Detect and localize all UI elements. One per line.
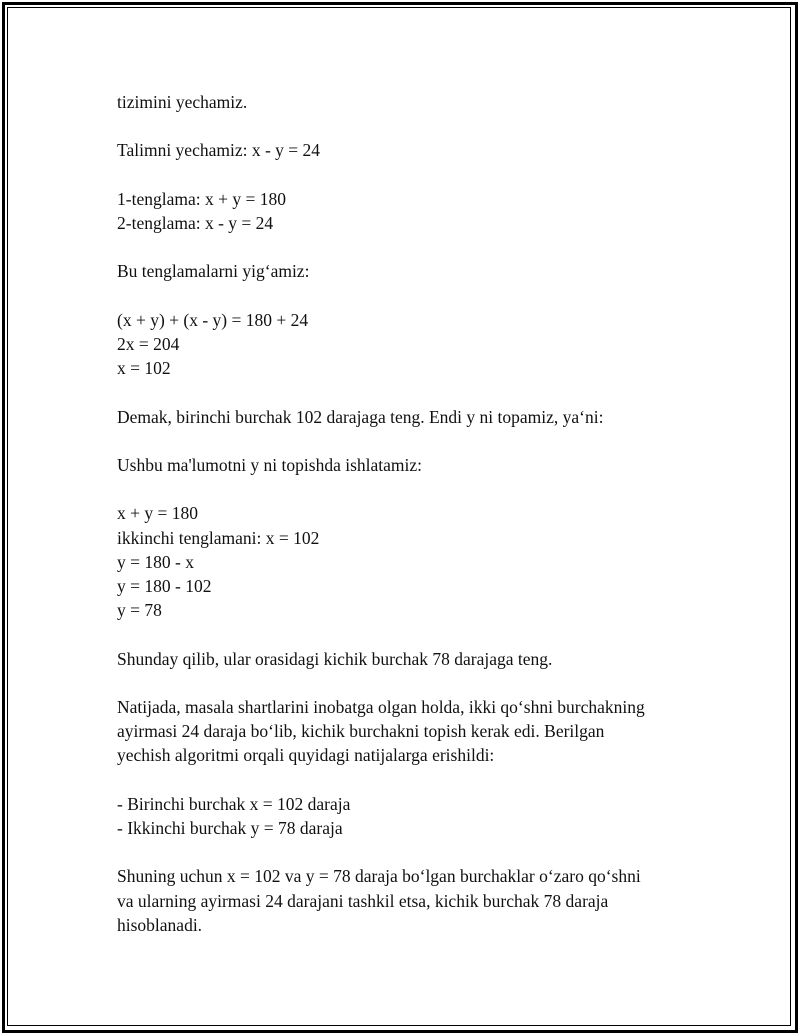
paragraph [117, 138, 707, 162]
equation-line: 2-tenglama: x - y = 24 [117, 212, 274, 233]
text-line: Shunday qilib, ular orasidagi kichik burchak 78 darajaga teng. [117, 648, 553, 669]
list-item: - Ikkinchi burchak y = 78 daraja [117, 817, 343, 838]
paragraph [117, 405, 707, 429]
text-line: Shuning uchun x = 102 va y = 78 daraja bo‘lgan burchaklar o‘zaro qo‘shni [117, 866, 641, 887]
equation-line: (x + y) + (x - y) = 180 + 24 [117, 309, 309, 330]
result-list [117, 792, 707, 840]
paragraph [117, 647, 707, 671]
equation-line: x = 102 [117, 358, 171, 379]
equation-line: y = 180 - 102 [117, 575, 212, 596]
equation-line: y = 180 - x [117, 551, 194, 572]
paragraph [117, 864, 707, 937]
equation-list [117, 308, 707, 381]
paragraph [117, 90, 707, 114]
equation-list [117, 501, 707, 622]
text-line: ayirmasi 24 daraja bo‘lib, kichik burchakni topish kerak edi. Berilgan [117, 721, 605, 742]
text-line: Demak, birinchi burchak 102 darajaga teng. Endi y ni topamiz, ya‘ni: [117, 406, 604, 427]
paragraph [117, 695, 707, 768]
equation-line: 2x = 204 [117, 333, 180, 354]
equation-line: y = 78 [117, 600, 162, 621]
text-line: va ularning ayirmasi 24 darajani tashkil etsa, kichik burchak 78 daraja [117, 890, 609, 911]
text-line: Ushbu ma'lumotni y ni topishda ishlatamiz: [117, 454, 423, 475]
text-line: Bu tenglamalarni yig‘amiz: [117, 261, 310, 282]
paragraph [117, 259, 707, 283]
document-body [117, 90, 707, 961]
equation-line: x + y = 180 [117, 503, 198, 524]
equation-list [117, 187, 707, 235]
text-line: hisoblanadi. [117, 914, 203, 935]
text-line: yechish algoritmi orqali quyidagi natijalarga erishildi: [117, 745, 495, 766]
equation-line: ikkinchi tenglamani: x = 102 [117, 527, 320, 548]
text-line: Talimni yechamiz: x - y = 24 [117, 140, 321, 161]
text-line: Natijada, masala shartlarini inobatga olgan holda, ikki qo‘shni burchakning [117, 696, 645, 717]
equation-line: 1-tenglama: x + y = 180 [117, 188, 286, 209]
text-line: tizimini yechamiz. [117, 92, 248, 112]
paragraph [117, 453, 707, 477]
list-item: - Birinchi burchak x = 102 daraja [117, 793, 351, 814]
